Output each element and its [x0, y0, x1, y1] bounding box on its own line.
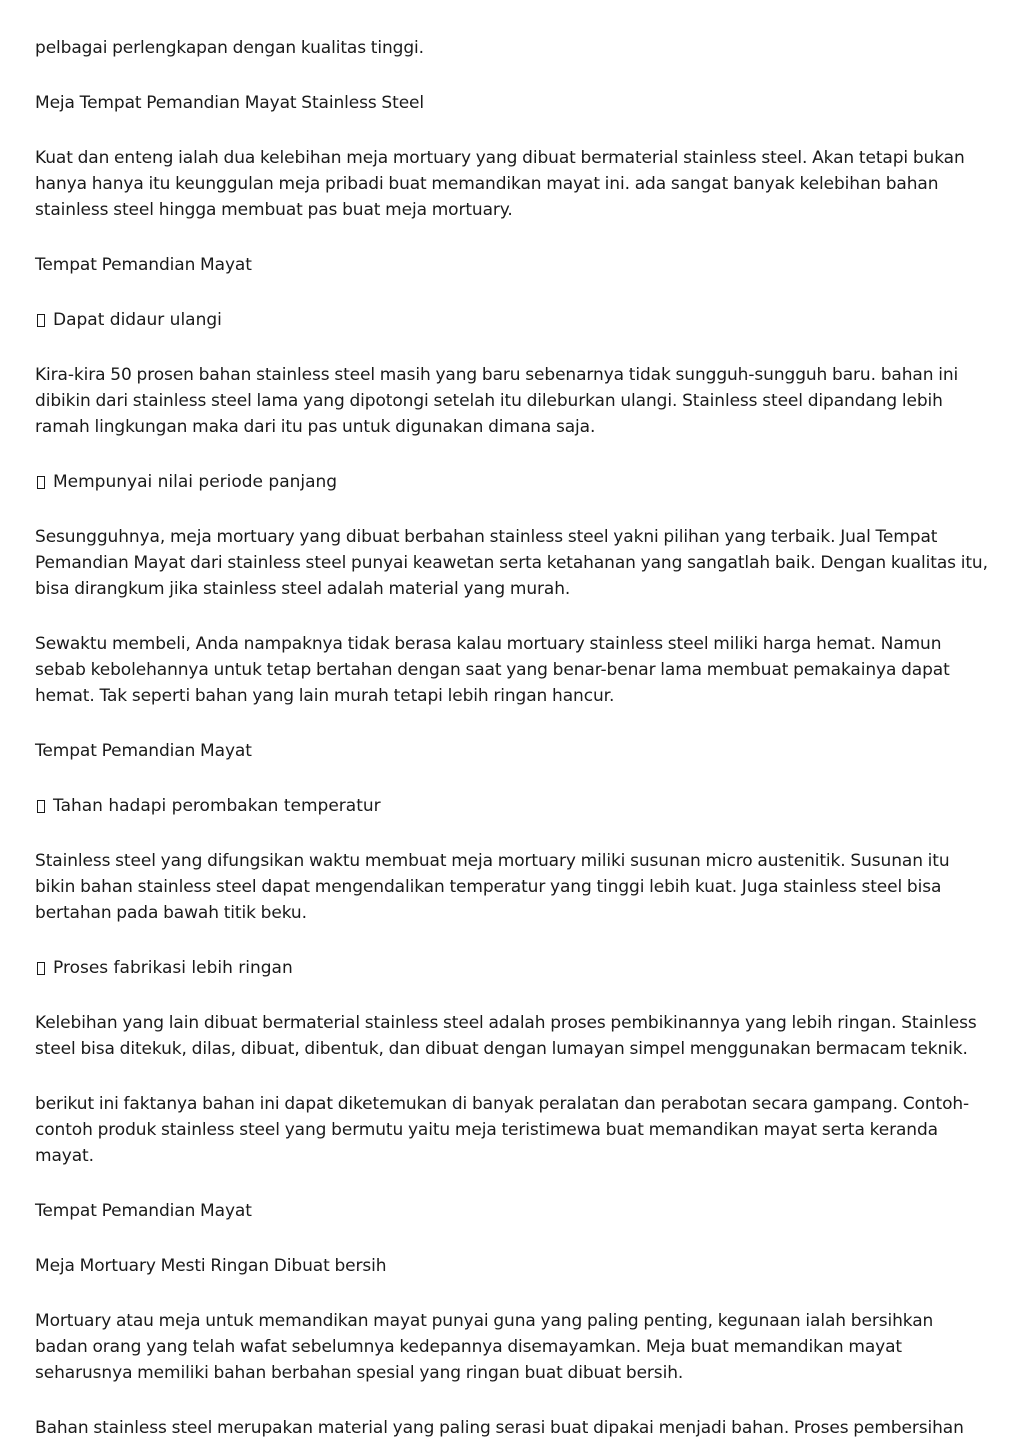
paragraph-pilihan-terbaik: Sesungguhnya, meja mortuary yang dibuat berbahan stainless steel yakni pilihan yang terbaik. Jual Tempat Pemandian Mayat dari stainless steel punyai keawetan serta ketahanan yang sangatlah baik. Dengan kualitas itu, bisa dirangkum jika stainless steel adalah material yang murah.: [35, 527, 988, 599]
paragraph-fungsi-mortuary: Mortuary atau meja untuk memandikan mayat punyai guna yang paling penting, kegunaan ialah bersihkan badan orang yang telah wafat sebelumnya kedepannya disemayamkan. Meja buat memandikan mayat seharusnya memiliki bahan berbahan spesial yang ringan buat dibuat bersih.: [35, 1311, 934, 1383]
paragraph-harga-hemat: Sewaktu membeli, Anda nampaknya tidak berasa kalau mortuary stainless steel miliki harga hemat. Namun sebab kebolehannya untuk tetap bertahan dengan saat yang benar-benar lama membuat pemakainya dapat hemat. Tak seperti bahan yang lain murah tetapi lebih ringan hancur.: [35, 634, 950, 706]
bullet-daur-ulang-text: Dapat didaur ulangi: [53, 310, 222, 330]
paragraph-pembersihan: Bahan stainless steel merupakan material yang paling serasi buat dipakai menjadi bahan. Proses pembersihan: [35, 1418, 964, 1438]
missing-glyph-box-icon: [37, 800, 45, 813]
paragraph-intro: pelbagai perlengkapan dengan kualitas tinggi.: [35, 38, 424, 58]
heading-tempat-pemandian-2: Tempat Pemandian Mayat: [35, 741, 252, 761]
missing-glyph-box-icon: [37, 962, 45, 975]
paragraph-contoh-produk: berikut ini faktanya bahan ini dapat diketemukan di banyak peralatan dan perabotan secara gampang. Contoh-contoh produk stainless steel yang bermutu yaitu meja teristimewa buat memandikan mayat serta keranda mayat.: [35, 1094, 970, 1166]
bullet-temperatur: [35, 793, 990, 819]
paragraph-austenitik: Stainless steel yang difungsikan waktu membuat meja mortuary miliki susunan micro austenitik. Susunan itu bikin bahan stainless steel dapat mengendalikan temperatur yang tinggi lebih kuat. Juga stainless steel bisa bertahan pada bawah titik beku.: [35, 851, 950, 923]
bullet-periode-panjang: [35, 469, 990, 495]
bullet-periode-panjang-text: Mempunyai nilai periode panjang: [53, 472, 338, 492]
paragraph-daur-ulang: Kira-kira 50 prosen bahan stainless steel masih yang baru sebenarnya tidak sungguh-sungguh baru. bahan ini dibikin dari stainless steel lama yang dipotongi setelah itu dileburkan ulangi. Stainless steel dipandang lebih ramah lingkungan maka dari itu pas untuk digunakan dimana saja.: [35, 365, 959, 437]
missing-glyph-box-icon: [37, 476, 45, 489]
heading-tempat-pemandian-3: Tempat Pemandian Mayat: [35, 1201, 252, 1221]
bullet-daur-ulang: [35, 307, 990, 333]
bullet-fabrikasi: [35, 955, 990, 981]
paragraph-fabrikasi: Kelebihan yang lain dibuat bermaterial stainless steel adalah proses pembikinannya yang lebih ringan. Stainless steel bisa ditekuk, dilas, dibuat, dibentuk, dan dibuat dengan lumayan simpel menggunakan bermacam teknik.: [35, 1013, 977, 1059]
bullet-fabrikasi-text: Proses fabrikasi lebih ringan: [53, 958, 293, 978]
heading-mudah-dibersihkan: Meja Mortuary Mesti Ringan Dibuat bersih: [35, 1256, 387, 1276]
heading-tempat-pemandian-1: Tempat Pemandian Mayat: [35, 255, 252, 275]
bullet-temperatur-text: Tahan hadapi perombakan temperatur: [53, 796, 381, 816]
heading-meja-stainless: Meja Tempat Pemandian Mayat Stainless Steel: [35, 93, 425, 113]
missing-glyph-box-icon: [37, 314, 45, 327]
paragraph-kelebihan: Kuat dan enteng ialah dua kelebihan meja mortuary yang dibuat bermaterial stainless steel. Akan tetapi bukan hanya hanya itu keunggulan meja pribadi buat memandikan mayat ini. ada sangat banyak kelebihan bahan stainless steel hingga membuat pas buat meja mortuary.: [35, 148, 965, 220]
